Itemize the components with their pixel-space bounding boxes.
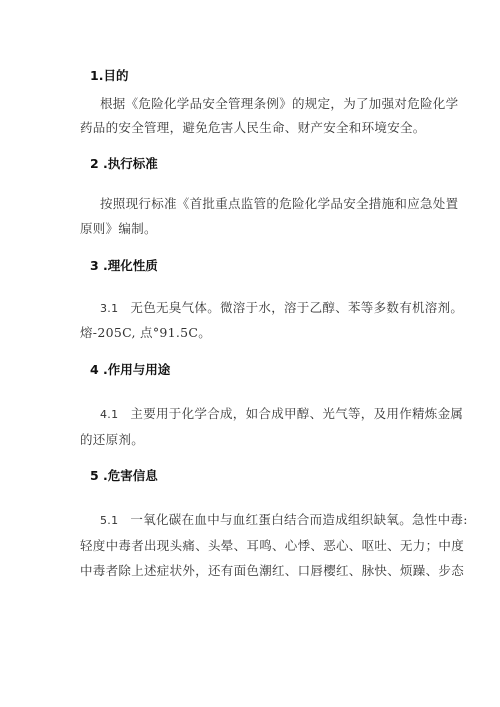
section-2-heading: 2 .执行标准 — [90, 156, 158, 171]
item-number-3-1: 3.1 — [100, 302, 119, 315]
section-4-text-1: 主要用于化学合成，如合成甲醇、光气等，及用作精炼金属 — [130, 406, 464, 421]
section-4-heading: 4 .作用与用途 — [90, 362, 171, 377]
section-2-line-2: 原则》编制。 — [80, 221, 157, 236]
section-4-line-2: 的还原剂。 — [80, 432, 145, 447]
section-5-line-2: 轻度中毒者出现头痛、头晕、耳鸣、心悸、恶心、呕吐、无力；中度 — [80, 538, 465, 553]
section-4-line-1 — [100, 404, 463, 422]
section-1-heading: 1.目的 — [90, 68, 129, 83]
section-3-heading: 3 .理化性质 — [90, 258, 158, 273]
section-3-line-2: 熔-205C, 点°91.5C。 — [80, 325, 212, 340]
section-3-line-1 — [100, 298, 463, 316]
section-5-line-3: 中毒者除上述症状外，还有面色潮红、口唇樱红、脉快、烦躁、步态 — [80, 563, 465, 578]
section-1-line-2: 药品的安全管理，避免危害人民生命、财产安全和环境安全。 — [80, 120, 426, 135]
section-3-text-1: 无色无臭气体。微溶于水，溶于乙醇、苯等多数有机溶剂。 — [130, 300, 464, 315]
section-5-line-1 — [100, 510, 468, 528]
section-1-line-1: 根据《危险化学品安全管理条例》的规定，为了加强对危险化学 — [100, 96, 459, 111]
item-number-4-1: 4.1 — [100, 408, 119, 421]
section-5-heading: 5 .危害信息 — [90, 468, 158, 483]
section-5-text-1: 一氧化碳在血中与血红蛋白结合而造成组织缺氧。急性中毒: — [130, 512, 468, 527]
section-2-line-1: 按照现行标准《首批重点监管的危险化学品安全措施和应急处置 — [100, 196, 459, 211]
item-number-5-1: 5.1 — [100, 514, 119, 527]
